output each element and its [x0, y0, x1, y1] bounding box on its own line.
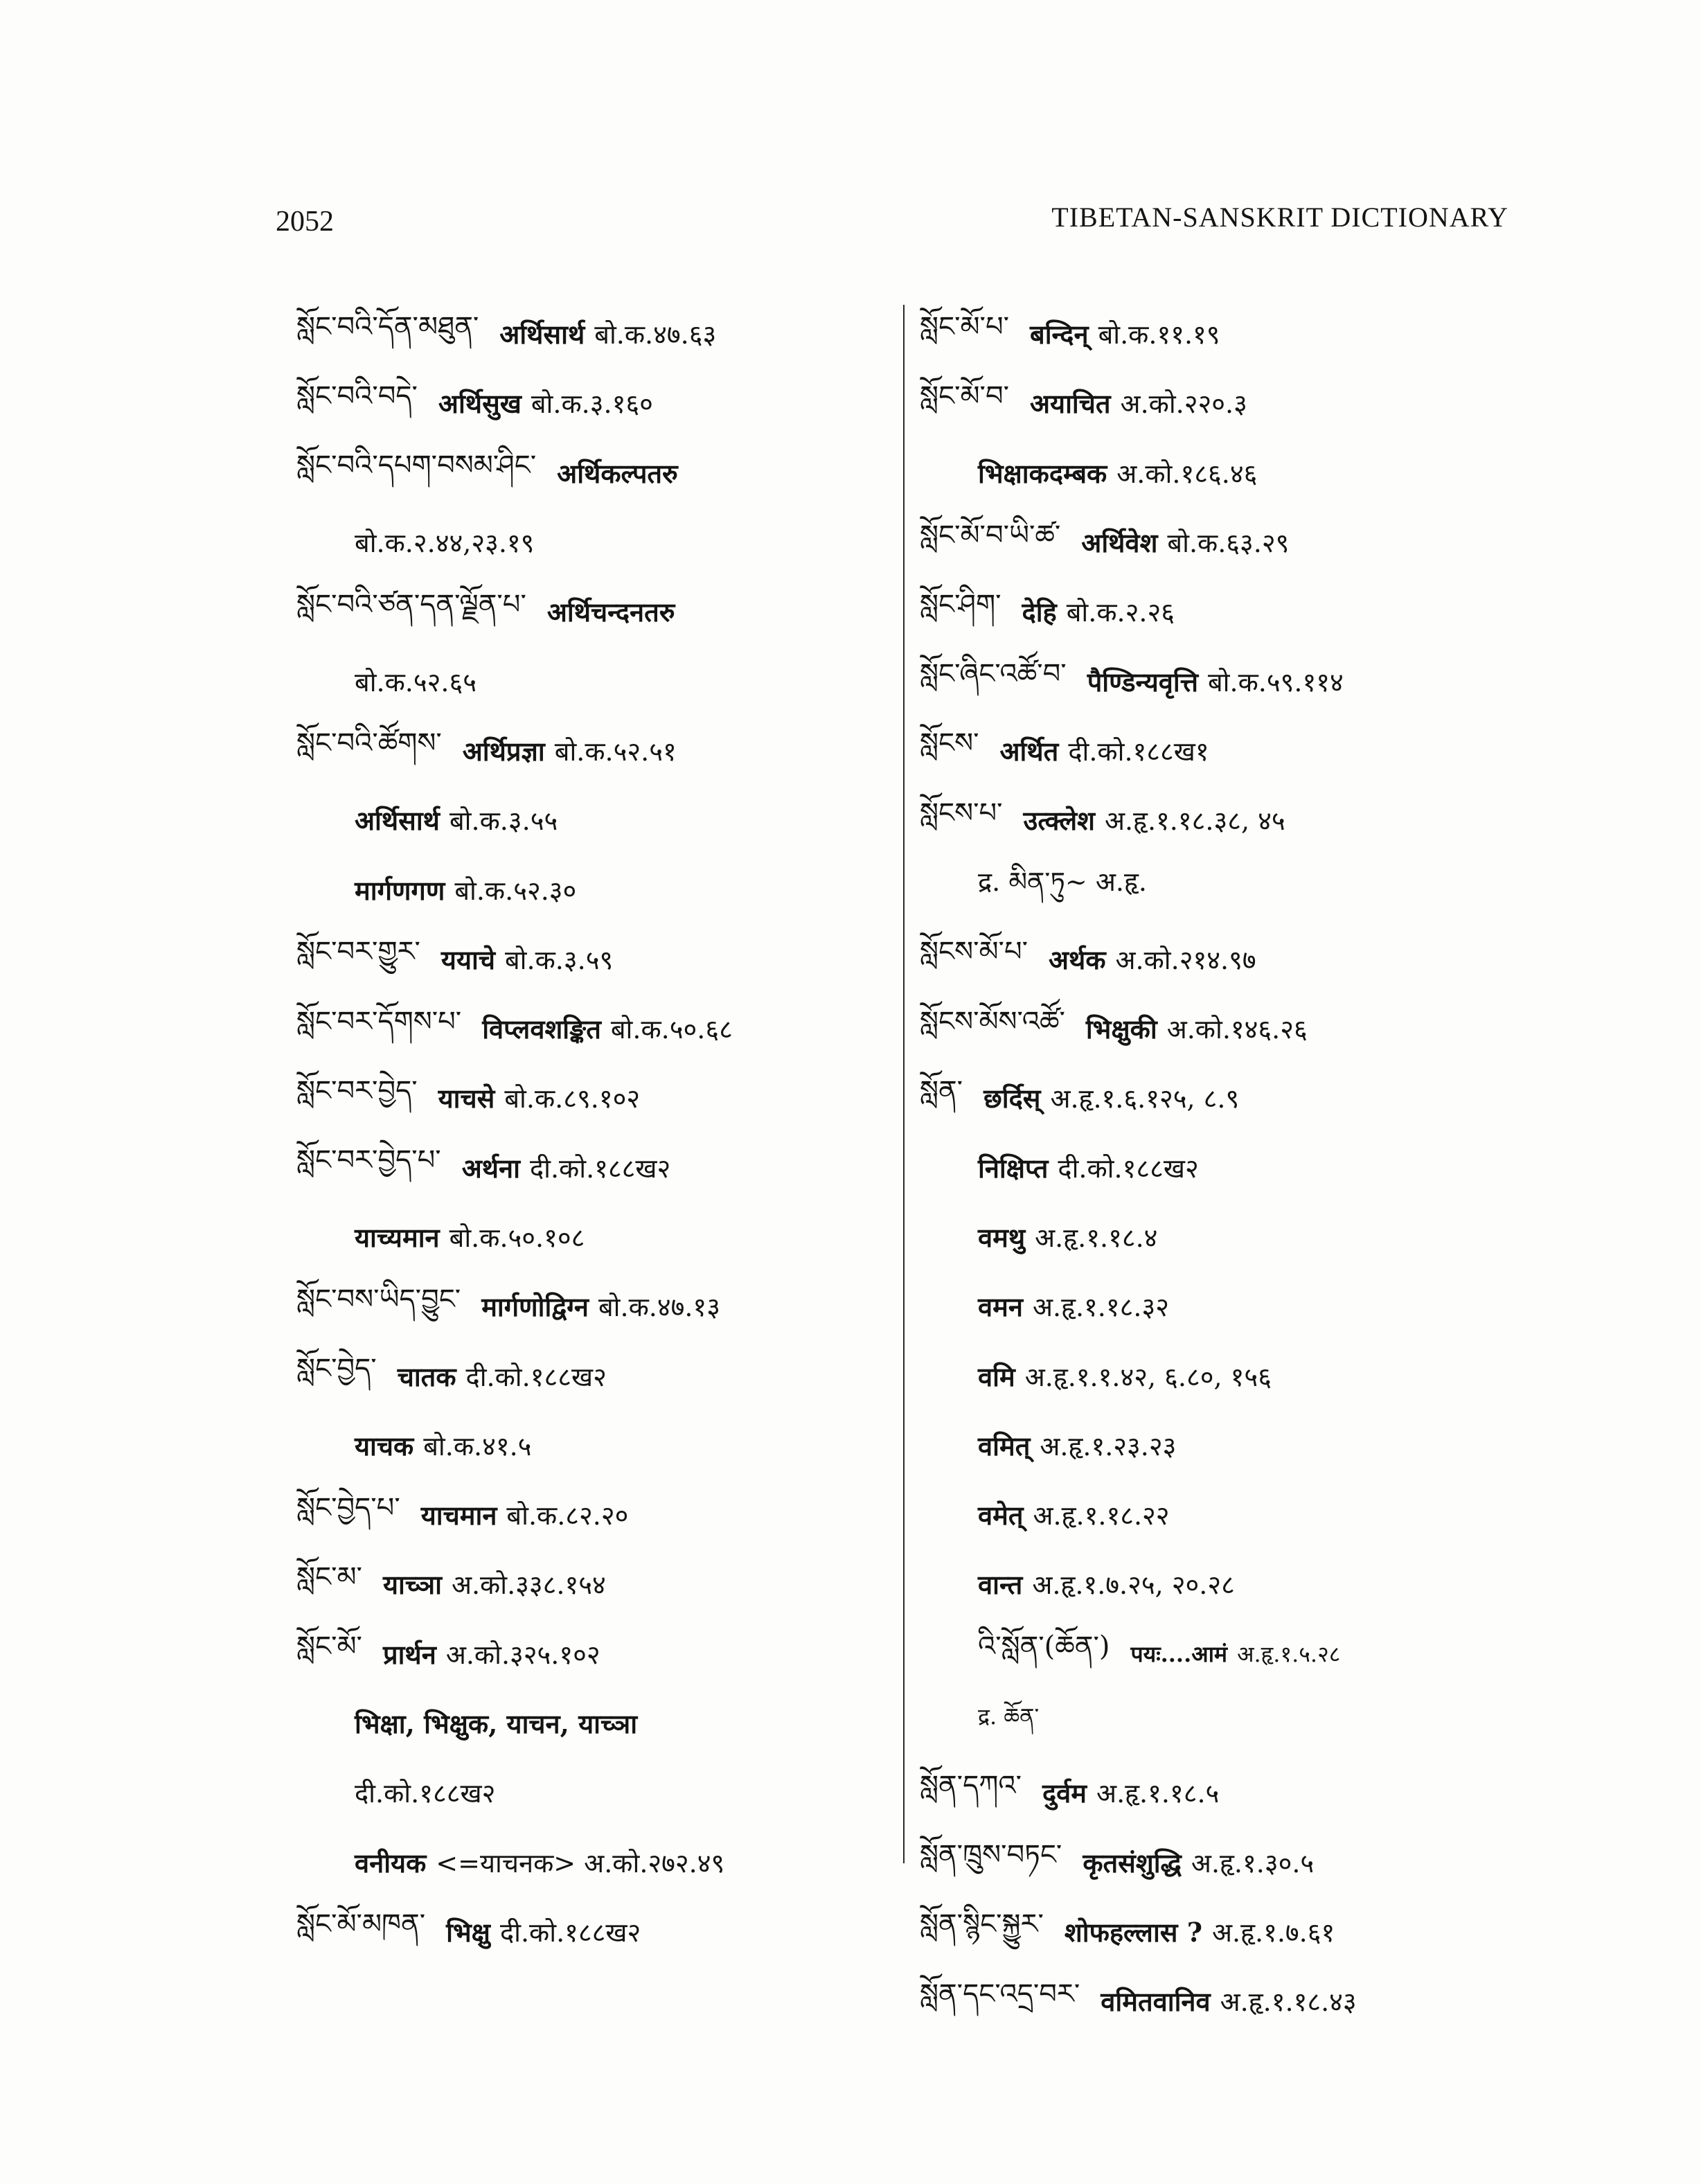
sanskrit-term: वान्त — [978, 1569, 1023, 1601]
tibetan-headword: སློང་བྱེད་ — [296, 1353, 377, 1385]
entry-line — [920, 1550, 1543, 1619]
reference: अ.हृ.१.१८.४३ — [1220, 1987, 1357, 2018]
entry-line — [296, 1133, 892, 1202]
column-divider — [903, 305, 905, 1863]
right-column — [920, 299, 1543, 2036]
tibetan-headword: སློང་བས་ཡིད་བྱུང་ — [296, 1283, 461, 1315]
entry-line — [920, 1619, 1543, 1689]
reference: अ.को.२२०.३ — [1120, 389, 1247, 420]
sanskrit-term: भिक्षुकी — [1085, 1013, 1157, 1045]
reference: अ.को.१४६.२६ — [1166, 1014, 1308, 1045]
entry-line — [296, 1689, 892, 1758]
sanskrit-term: उत्क्लेश — [1023, 805, 1095, 837]
reference: दी.को.१८८ख२ — [499, 1917, 641, 1948]
entry-line — [920, 994, 1543, 1063]
sanskrit-term: वमित् — [978, 1430, 1031, 1462]
reference: बो.क.८२.२० — [506, 1500, 629, 1532]
reference: बो.क.४१.५ — [423, 1430, 532, 1462]
sanskrit-term: मार्गणगण — [355, 874, 445, 906]
tibetan-headword: སློན་དཀའ་ — [920, 1769, 1022, 1802]
reference: बो.क.६३.२९ — [1167, 528, 1290, 559]
sanskrit-term: अर्थना — [461, 1152, 520, 1184]
sanskrit-term: भिक्षु — [446, 1916, 490, 1948]
entry-line — [296, 1619, 892, 1689]
sanskrit-term: देहि — [1022, 596, 1057, 628]
reference: अ.को.३२५.१०२ — [445, 1639, 600, 1670]
reference: अ.हृ.१.२३.२३ — [1040, 1430, 1177, 1462]
tibetan-headword: སློང་བའི་དཔག་བསམ་ཤིང་ — [296, 450, 537, 482]
running-head: TIBETAN-SANSKRIT DICTIONARY — [1051, 202, 1508, 233]
reference: अ.हृ.१.७.६१ — [1211, 1917, 1335, 1948]
tibetan-headword: སློང་བའི་ཙན་དན་ལྗོན་པ་ — [296, 588, 526, 621]
reference: बो.क.४७.६३ — [594, 319, 717, 350]
sanskrit-term: याच्ञा — [382, 1569, 442, 1601]
entry-line — [920, 1897, 1543, 1967]
tibetan-headword: སློངས་མོ་པ་ — [920, 936, 1028, 968]
reference: बो.क.५०.६८ — [610, 1014, 733, 1045]
entry-line — [920, 1828, 1543, 1897]
reference: अ.को.३३८.१५४ — [451, 1570, 606, 1601]
reference: अ.हृ.१.६.१२५, ८.९ — [1050, 1083, 1240, 1115]
sanskrit-term: विप्लवशङ्कित — [482, 1013, 601, 1045]
sanskrit-term: बन्दिन् — [1030, 319, 1089, 350]
tibetan-headword: སློང་མོ་ — [296, 1631, 362, 1663]
tibetan-headword: སློང་མོ་མཁན་ — [296, 1908, 426, 1941]
entry-line — [296, 1063, 892, 1133]
entry-line — [296, 785, 892, 855]
tibetan-headword: སློན་དང་འདྲ་བར་ — [920, 1978, 1080, 2010]
reference: द्र. མིན་ཏུ~ अ.हृ. — [978, 867, 1147, 898]
sanskrit-term: याचमान — [420, 1500, 497, 1532]
entry-line — [920, 925, 1543, 994]
entry-line — [296, 508, 892, 577]
tibetan-headword: སློང་བྱེད་པ་ — [296, 1491, 400, 1524]
entry-line — [920, 438, 1543, 508]
tibetan-headword: སློང་མོ་བ་ — [920, 380, 1009, 412]
sanskrit-term: अर्थिकल्पतरु — [557, 457, 678, 489]
reference: अ.हृ.१.७.२५, २०.२८ — [1032, 1570, 1235, 1601]
entry-line — [296, 1550, 892, 1619]
entry-line — [296, 369, 892, 438]
sanskrit-term: वमितवानिव — [1101, 1986, 1211, 2018]
sanskrit-term: निक्षिप्त — [978, 1152, 1049, 1184]
entry-line — [296, 855, 892, 924]
reference: अ.हृ.१.१.४२, ६.८०, १५६ — [1024, 1361, 1272, 1392]
entry-line — [296, 994, 892, 1063]
reference: बो.क.२.४४,२३.१९ — [355, 528, 535, 559]
sanskrit-term: अर्थिसार्थ — [355, 805, 440, 837]
tibetan-headword: སློན་སྙིང་སྐྱུར་ — [920, 1908, 1044, 1941]
sanskrit-term: याचक — [355, 1430, 414, 1462]
reference: बो.क.८९.१०२ — [504, 1083, 641, 1115]
sanskrit-term: वमथु — [978, 1222, 1026, 1253]
entry-line — [296, 716, 892, 785]
entry-line — [296, 1341, 892, 1410]
reference: अ.हृ.१.१८.२२ — [1033, 1500, 1170, 1532]
entry-line — [920, 369, 1543, 438]
tibetan-headword: སློང་ཞིང་འཚོ་བ་ — [920, 658, 1067, 691]
reference: बो.क.५२.३० — [454, 875, 577, 906]
sanskrit-term: शोफहल्लास ? — [1064, 1916, 1202, 1948]
entry-line — [920, 299, 1543, 369]
entry-line — [296, 1202, 892, 1272]
entry-line — [920, 1063, 1543, 1133]
entry-line — [920, 1758, 1543, 1827]
sanskrit-term: कृतसंशुद्धि — [1083, 1847, 1182, 1879]
sanskrit-term: पैण्डिन्यवृत्ति — [1087, 666, 1198, 698]
entry-line — [920, 1689, 1543, 1758]
tibetan-headword: འི་སློན་(ཆོན་) — [978, 1631, 1110, 1663]
tibetan-headword: སློང་བར་གྱུར་ — [296, 936, 420, 968]
sanskrit-term: वमन — [978, 1291, 1023, 1323]
entry-line — [920, 716, 1543, 785]
tibetan-headword: སློང་བའི་ཚོགས་ — [296, 727, 442, 760]
entry-line — [920, 1341, 1543, 1410]
reference: दी.को.१८८ख२ — [355, 1778, 496, 1809]
sanskrit-term: दुर्वम — [1042, 1777, 1087, 1809]
entry-line — [920, 1202, 1543, 1272]
sanskrit-term: छर्दिस् — [983, 1083, 1041, 1115]
tibetan-headword: སློང་མོ་བ་ཡི་ཚ་ — [920, 519, 1061, 551]
tibetan-headword: སློངས་ — [920, 727, 979, 760]
sanskrit-term: अर्थित — [999, 735, 1059, 767]
entry-line — [296, 299, 892, 369]
sanskrit-term: याचसे — [438, 1083, 495, 1115]
reference: दी.को.१८८ख२ — [1058, 1153, 1199, 1184]
sanskrit-term: प्रार्थन — [382, 1638, 436, 1670]
tibetan-headword: སློངས་མོས་འཚོ་ — [920, 1005, 1065, 1038]
reference: बो.क.३.५५ — [449, 806, 558, 837]
entry-line — [920, 1411, 1543, 1480]
sanskrit-term: वनीयक — [355, 1847, 427, 1879]
tibetan-headword: སློང་མོ་པ་ — [920, 310, 1009, 343]
sanskrit-term: अयाचित — [1030, 388, 1111, 420]
sanskrit-term: अर्थक — [1049, 943, 1106, 975]
reference: द्र. ཆོན་ — [978, 1703, 1040, 1730]
entry-line — [920, 1967, 1543, 2036]
entry-line — [296, 925, 892, 994]
reference: बो.क.५२.६५ — [355, 666, 477, 698]
sanskrit-term: पयः....आमं — [1130, 1641, 1228, 1668]
entry-line — [296, 1480, 892, 1550]
reference: दी.को.१८८ख१ — [1068, 736, 1209, 767]
sanskrit-term: वमि — [978, 1360, 1015, 1392]
reference: अ.हृ.१.१८.३८, ४५ — [1104, 806, 1285, 837]
entry-line — [920, 577, 1543, 646]
entry-line — [920, 855, 1543, 924]
tibetan-headword: སློང་བའི་དོན་མཐུན་ — [296, 310, 479, 343]
tibetan-headword: སློངས་པ་ — [920, 797, 1003, 829]
reference: अ.हृ.१.१८.३२ — [1032, 1292, 1170, 1323]
sanskrit-term: भिक्षाकदम्बक — [978, 457, 1107, 489]
sanskrit-term: याच्यमान — [355, 1222, 440, 1253]
reference: अ.को.२१४.९७ — [1115, 944, 1256, 975]
reference: बो.क.११.१९ — [1098, 319, 1220, 350]
tibetan-headword: སློང་བར་བྱེད་པ་ — [296, 1144, 441, 1177]
reference: अ.हृ.१.१८.५ — [1096, 1778, 1220, 1809]
reference: बो.क.५०.१०८ — [449, 1223, 585, 1253]
entry-line — [920, 508, 1543, 577]
sanskrit-term: चातक — [397, 1360, 456, 1392]
reference: बो.क.५९.११४ — [1207, 666, 1344, 698]
tibetan-headword: སློན་ཁྲུས་བཏང་ — [920, 1839, 1062, 1872]
sanskrit-term: ययाचे — [440, 943, 495, 975]
tibetan-headword: སློང་མ་ — [296, 1561, 362, 1593]
entry-line — [296, 1272, 892, 1341]
entry-line — [920, 1133, 1543, 1202]
entry-line — [920, 646, 1543, 716]
reference: दी.को.१८८ख२ — [529, 1153, 671, 1184]
tibetan-headword: སློང་ཤིག་ — [920, 588, 1001, 621]
sanskrit-term: अर्थिसुख — [438, 388, 522, 420]
sanskrit-term: अर्थिसार्थ — [499, 319, 585, 350]
reference: दी.को.१८८ख२ — [465, 1361, 607, 1392]
reference: <=याचनक> अ.को.२७२.४९ — [436, 1847, 725, 1879]
entry-line — [296, 646, 892, 716]
tibetan-headword: སློང་བའི་བདེ་ — [296, 380, 418, 412]
sanskrit-term: अर्थिप्रज्ञा — [462, 735, 545, 767]
sanskrit-term: अर्थिवेश — [1081, 527, 1158, 559]
entry-line — [920, 1480, 1543, 1550]
entry-line — [920, 785, 1543, 855]
reference: बो.क.३.१६० — [531, 389, 653, 420]
reference: अ.हृ.१.१८.४ — [1035, 1223, 1158, 1253]
entry-line — [296, 438, 892, 508]
sanskrit-term: वमेत् — [978, 1500, 1024, 1532]
sanskrit-term: मार्गणोद्विग्न — [481, 1291, 589, 1323]
reference: अ.हृ.१.५.२८ — [1237, 1641, 1341, 1668]
left-column — [296, 299, 892, 1967]
sanskrit-term: भिक्षा, भिक्षुक, याचन, याच्ञा — [355, 1708, 638, 1740]
entry-line — [296, 1897, 892, 1967]
entry-line — [296, 1758, 892, 1827]
entry-line — [296, 1828, 892, 1897]
tibetan-headword: སློང་བར་དོགས་པ་ — [296, 1005, 462, 1038]
reference: अ.को.१८६.४६ — [1116, 458, 1258, 489]
reference: बो.क.२.२६ — [1066, 597, 1175, 628]
tibetan-headword: སློན་ — [920, 1074, 963, 1107]
entry-line — [920, 1272, 1543, 1341]
tibetan-headword: སློང་བར་བྱེད་ — [296, 1074, 418, 1107]
reference: बो.क.५२.५१ — [554, 736, 677, 767]
page-number: 2052 — [276, 206, 334, 238]
sanskrit-term: अर्थिचन्दनतरु — [546, 596, 675, 628]
entry-line — [296, 577, 892, 646]
reference: बो.क.३.५९ — [504, 944, 614, 975]
reference: अ.हृ.१.३०.५ — [1191, 1847, 1315, 1879]
entry-line — [296, 1411, 892, 1480]
reference: बो.क.४७.१३ — [598, 1292, 720, 1323]
